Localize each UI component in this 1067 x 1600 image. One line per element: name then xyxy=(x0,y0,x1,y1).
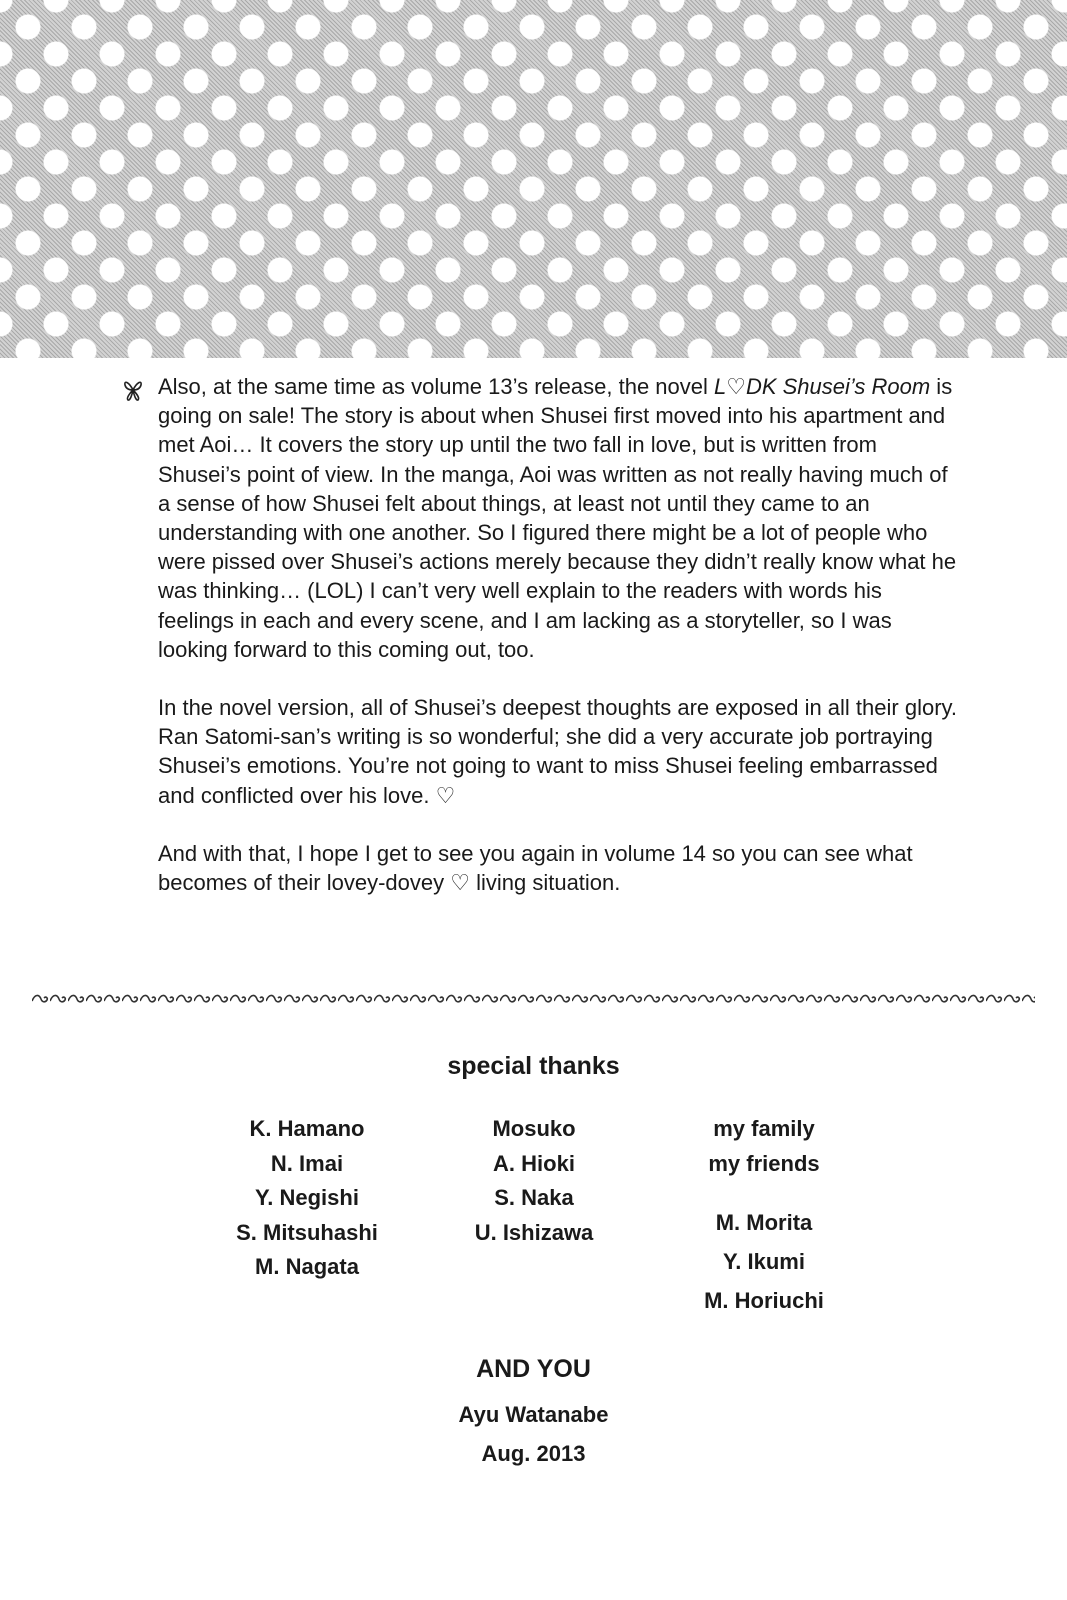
special-thanks-title: special thanks xyxy=(447,1052,620,1080)
credit-name: Mosuko xyxy=(492,1116,576,1141)
ornamental-wave-divider xyxy=(32,992,1035,1006)
afterword-paragraph-2: In the novel version, all of Shusei’s deepest thoughts are exposed in all their glory. Ran Satomi-san’s writing is so wonderful; she did a very accurate job portraying Shusei’s emotions. You’re not going to want to miss Shusei feeling embarrassed and conflicted over his love. ♡ xyxy=(158,695,958,808)
credit-name: M. Horiuchi xyxy=(704,1288,824,1313)
polka-dot-banner xyxy=(0,0,1067,358)
afterword-paragraph-3: And with that, I hope I get to see you again in volume 14 so you can see what becomes of their lovey-dovey ♡ living situation. xyxy=(158,840,913,896)
credit-name: my friends xyxy=(708,1150,820,1176)
credit-name: M. Morita xyxy=(715,1210,813,1235)
author-signature: Ayu Watanabe xyxy=(458,1402,609,1427)
and-you-heading: AND YOU xyxy=(476,1355,591,1383)
credit-name: my family xyxy=(713,1116,815,1141)
credit-name: Y. Ikumi xyxy=(723,1249,805,1274)
ribbon-bow-icon xyxy=(122,378,144,402)
novel-title: L♡DK Shusei’s Room xyxy=(714,374,931,399)
credit-name: K. Hamano xyxy=(249,1116,365,1141)
column-spacer xyxy=(644,1181,884,1203)
credit-name: S. Mitsuhashi xyxy=(236,1219,378,1245)
thanks-column-1 xyxy=(187,1112,427,1285)
credit-name: M. Nagata xyxy=(255,1254,359,1279)
credit-name: N. Imai xyxy=(270,1150,344,1176)
credit-name: Y. Negishi xyxy=(255,1185,359,1210)
afterword-text xyxy=(158,372,958,926)
afterword-paragraph-1: Also, at the same time as volume 13’s release, the novel L♡DK Shusei’s Room is going on sale! The story is about when Shusei first moved into his apartment and met Aoi… It covers the story up until the two fall in love, but is written from Shusei’s point of view. In the manga, Aoi was written as not really having much of a sense of how Shusei felt about things, at least not until they came to an understanding with one another. So I figured there might be a lot of people who were pissed over Shusei’s actions merely because they didn’t really know what he was thinking… (LOL) I can’t very well explain to the readers with words his feelings in each and every scene, and I am lacking as a storyteller, so I was looking forward to this coming out, too. xyxy=(158,374,957,662)
thanks-column-3 xyxy=(644,1112,884,1320)
credit-name: A. Hioki xyxy=(493,1150,575,1176)
credit-name: U. Ishizawa xyxy=(474,1219,594,1245)
date-line: Aug. 2013 xyxy=(481,1441,586,1466)
thanks-column-2 xyxy=(414,1112,654,1250)
credit-name: S. Naka xyxy=(494,1185,574,1210)
